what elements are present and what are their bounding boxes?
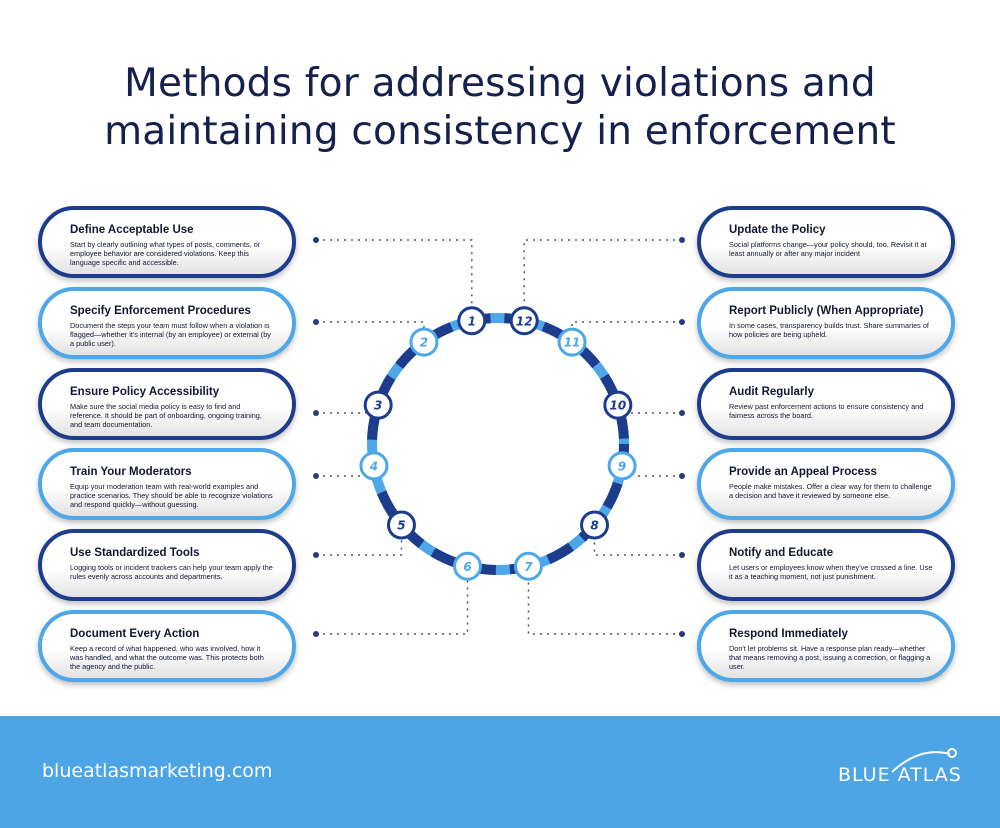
connector-right-5 [595,537,682,555]
connector-dot [313,410,319,416]
connector-dot [679,473,685,479]
connector-dot [313,473,319,479]
connector-dot [679,410,685,416]
card-notify-and-educate [697,529,955,601]
step-badge-1 [459,308,485,334]
badge-number: 3 [373,398,383,413]
step-badge-8 [582,512,608,538]
card-title: Document Every Action [70,628,200,640]
card-text: Let users or employees know when they've crossed a line. Use it as a teaching moment, not just punishment. [729,563,933,582]
badge-number: 8 [590,518,599,533]
card-text: In some cases, transparency builds trust. Share summaries of how policies are being upheld. [729,321,929,340]
connector-left-5 [316,537,401,555]
step-badge-9 [609,453,635,479]
connector-right-1 [524,240,682,309]
step-badge-2 [411,329,437,355]
card-audit-regularly [697,368,955,440]
card-ensure-policy-accessibility [38,368,296,440]
card-title: Report Publicly (When Appropriate) [729,305,924,317]
card-specify-enforcement-procedures [38,287,296,359]
connector-dot [679,631,685,637]
card-document-every-action [38,610,296,682]
badge-number: 12 [515,314,533,329]
title-line-1: Methods for addressing violations and [124,61,876,106]
connector-dot [679,552,685,558]
badge-number: 1 [467,314,476,329]
website-link[interactable]: blueatlasmarketing.com [42,760,273,782]
connector-left-2 [316,322,424,330]
card-text: Equip your moderation team with real-world examples and practice scenarios. They should be able to recognize violations and respond quickly—without guessing. [70,482,273,510]
footer-banner [0,716,1000,828]
connector-left-1 [316,240,472,309]
card-text: Make sure the social media policy is easy to find and reference. It should be part of onboarding, ongoing training, and team documentation. [70,402,262,430]
card-report-publicly [697,287,955,359]
card-use-standardized-tools [38,529,296,601]
card-title: Train Your Moderators [70,466,192,478]
card-respond-immediately [697,610,955,682]
card-update-the-policy [697,206,955,278]
badge-number: 10 [609,398,627,413]
connector-dot [679,237,685,243]
card-text: Review past enforcement actions to ensure consistency and fairness across the board. [729,402,924,421]
badge-number: 5 [397,518,406,533]
connector-right-6 [528,578,682,634]
card-provide-an-appeal-process [697,448,955,520]
step-badge-6 [455,553,481,579]
connector-dot [313,631,319,637]
card-text: Start by clearly outlining what types of posts, comments, or employee behavior are considered violations. Keep this language specific and accessible. [70,240,261,268]
badge-number: 4 [369,459,379,474]
connector-dot [679,319,685,325]
card-title: Provide an Appeal Process [729,466,877,478]
connector-dot [313,319,319,325]
badge-number: 2 [419,335,429,350]
card-title: Respond Immediately [729,628,848,640]
card-title: Define Acceptable Use [70,224,194,236]
step-badge-10 [605,392,631,418]
step-badge-5 [388,512,414,538]
card-title: Use Standardized Tools [70,547,200,559]
card-title: Notify and Educate [729,547,834,559]
step-badge-7 [515,553,541,579]
step-badge-12 [511,308,537,334]
card-title: Update the Policy [729,224,826,236]
card-text: Document the steps your team must follow when a violation is flagged—whether it's internal (by an employee) or external (by a public user). [70,321,271,349]
card-define-acceptable-use [38,206,296,278]
badge-number: 7 [524,559,533,574]
connector-left-6 [316,578,468,634]
card-text: People make mistakes. Offer a clear way for them to challenge a decision and have it reviewed by someone else. [729,482,932,501]
badge-number: 9 [617,459,627,474]
card-text: Social platforms change—your policy should, too. Revisit it at least annually or after any major incident [729,240,927,259]
step-badge-3 [365,392,391,418]
badge-number: 6 [463,559,472,574]
connector-dot [313,237,319,243]
connector-right-2 [572,322,682,330]
card-text: Keep a record of what happened, who was involved, how it was handled, and what the outcome was. This protects both the agency and the public. [70,644,264,672]
card-text: Don't let problems sit. Have a response plan ready—whether that means removing a post, issuing a correction, or flagging a user. [729,644,931,672]
blue-atlas-logo: BLUE ATLAS [838,764,962,786]
card-title: Audit Regularly [729,386,814,398]
badge-number: 11 [563,335,581,350]
step-badge-4 [361,453,387,479]
card-train-your-moderators [38,448,296,520]
title-line-2: maintaining consistency in enforcement [104,109,896,154]
card-title: Ensure Policy Accessibility [70,386,220,398]
card-text: Logging tools or incident trackers can help your team apply the rules evenly across accounts and departments. [70,563,273,582]
step-badge-11 [559,329,585,355]
card-title: Specify Enforcement Procedures [70,305,251,317]
connector-dot [313,552,319,558]
